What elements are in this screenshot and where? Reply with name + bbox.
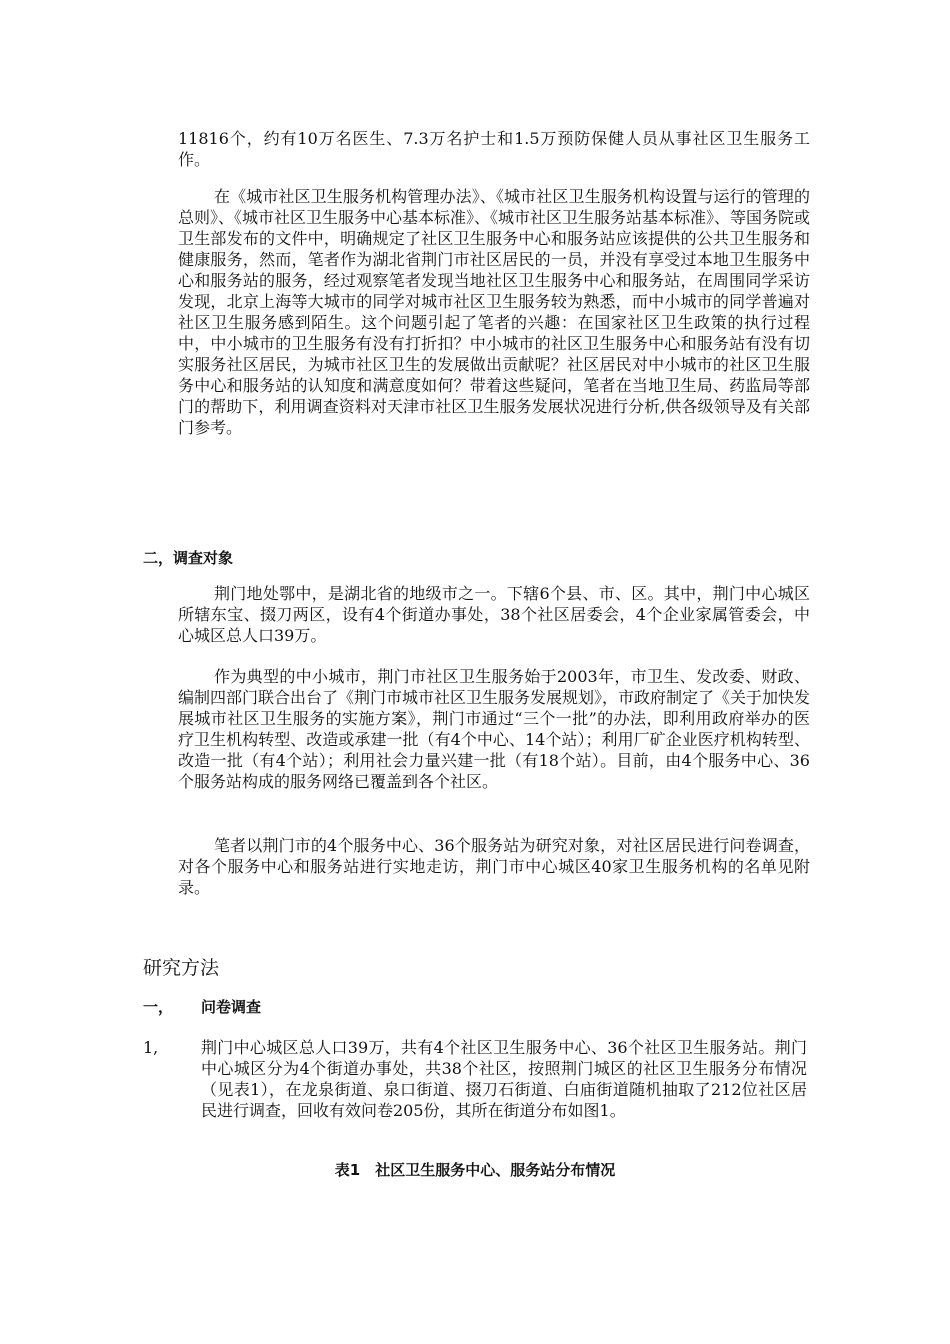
paragraph-continued: 11816个，约有10万名医生、7.3万名护士和1.5万预防保健人员从事社区卫生服务工作。: [178, 129, 810, 169]
section-heading-survey-subjects: 二，调查对象: [143, 549, 234, 567]
subsection-number: 一，: [143, 998, 174, 1016]
section-heading-research-method: 研究方法: [143, 957, 220, 979]
list-item-number: 1,: [143, 1038, 159, 1057]
subsection-heading-questionnaire: 问卷调查: [201, 998, 262, 1016]
paragraph-background: 在《城市社区卫生服务机构管理办法》、《城市社区卫生服务机构设置与运行的管理的总则》、《城市社区卫生服务中心基本标准》、《城市社区卫生服务站基本标准》、等国务院或卫生部发布的文件中，明确规定了社区卫生服务中心和服务站应该提供的公共卫生服务和健康服务，然而，笔者作为湖北省荆门市社区居民的一员，并没有享受过本地卫生服务中心和服务站的服务，经过观察笔者发现当地社区卫生服务中心和服务站，在周围同学采访发现，北京上海等大城市的同学对城市社区卫生服务较为熟悉，而中小城市的同学普遍对社区卫生服务感到陌生。这个问题引起了笔者的兴趣：在国家社区卫生政策的执行过程中，中小城市的卫生服务有没有打折扣？中小城市的社区卫生服务中心和服务站有没有切实服务社区居民，为城市社区卫生的发展做出贡献呢？社区居民对中小城市的社区卫生服务中心和服务站的认知度和满意度如何？带着这些疑问，笔者在当地卫生局、药监局等部门的帮助下，利用调查资料对天津市社区卫生服务发展状况进行分析,供各级领导及有关部门参考。: [178, 187, 811, 437]
table-caption: 表1 社区卫生服务中心、服务站分布情况: [334, 1161, 616, 1179]
paragraph-jingmen-overview: 荆门地处鄂中，是湖北省的地级市之一。下辖6个县、市、区。其中，荆门中心城区所辖东宝、掇刀两区，设有4个街道办事处，38个社区居委会，4个企业家属管委会，中心城区总人口39万。: [178, 584, 810, 645]
list-item-text: 荆门中心城区总人口39万，共有4个社区卫生服务中心、36个社区卫生服务站。荆门中心城区分为4个街道办事处，共38个社区，按照荆门城区的社区卫生服务分布情况（见表1），在龙泉街道、泉口街道、掇刀石街道、白庙街道随机抽取了212位社区居民进行调查，回收有效问卷205份，其所在街道分布如图1。: [201, 1038, 807, 1120]
paragraph-service-history: 作为典型的中小城市，荆门市社区卫生服务始于2003年，市卫生、发改委、财政、编制四部门联合出台了《荆门市城市社区卫生服务发展规划》，市政府制定了《关于加快发展城市社区卫生服务的实施方案》，荆门市通过“三个一批”的办法，即利用政府举办的医疗卫生机构转型、改造或承建一批（有4个中心、14个站）；利用厂矿企业医疗机构转型、改造一批（有4个站）；利用社会力量兴建一批（有18个站）。目前，由4个服务中心、36个服务站构成的服务网络已覆盖到各个社区。: [178, 667, 811, 791]
paragraph-research-subject: 笔者以荆门市的4个服务中心、36个服务站为研究对象，对社区居民进行问卷调查，对各个服务中心和服务站进行实地走访，荆门市中心城区40家卫生服务机构的名单见附录。: [178, 836, 810, 897]
